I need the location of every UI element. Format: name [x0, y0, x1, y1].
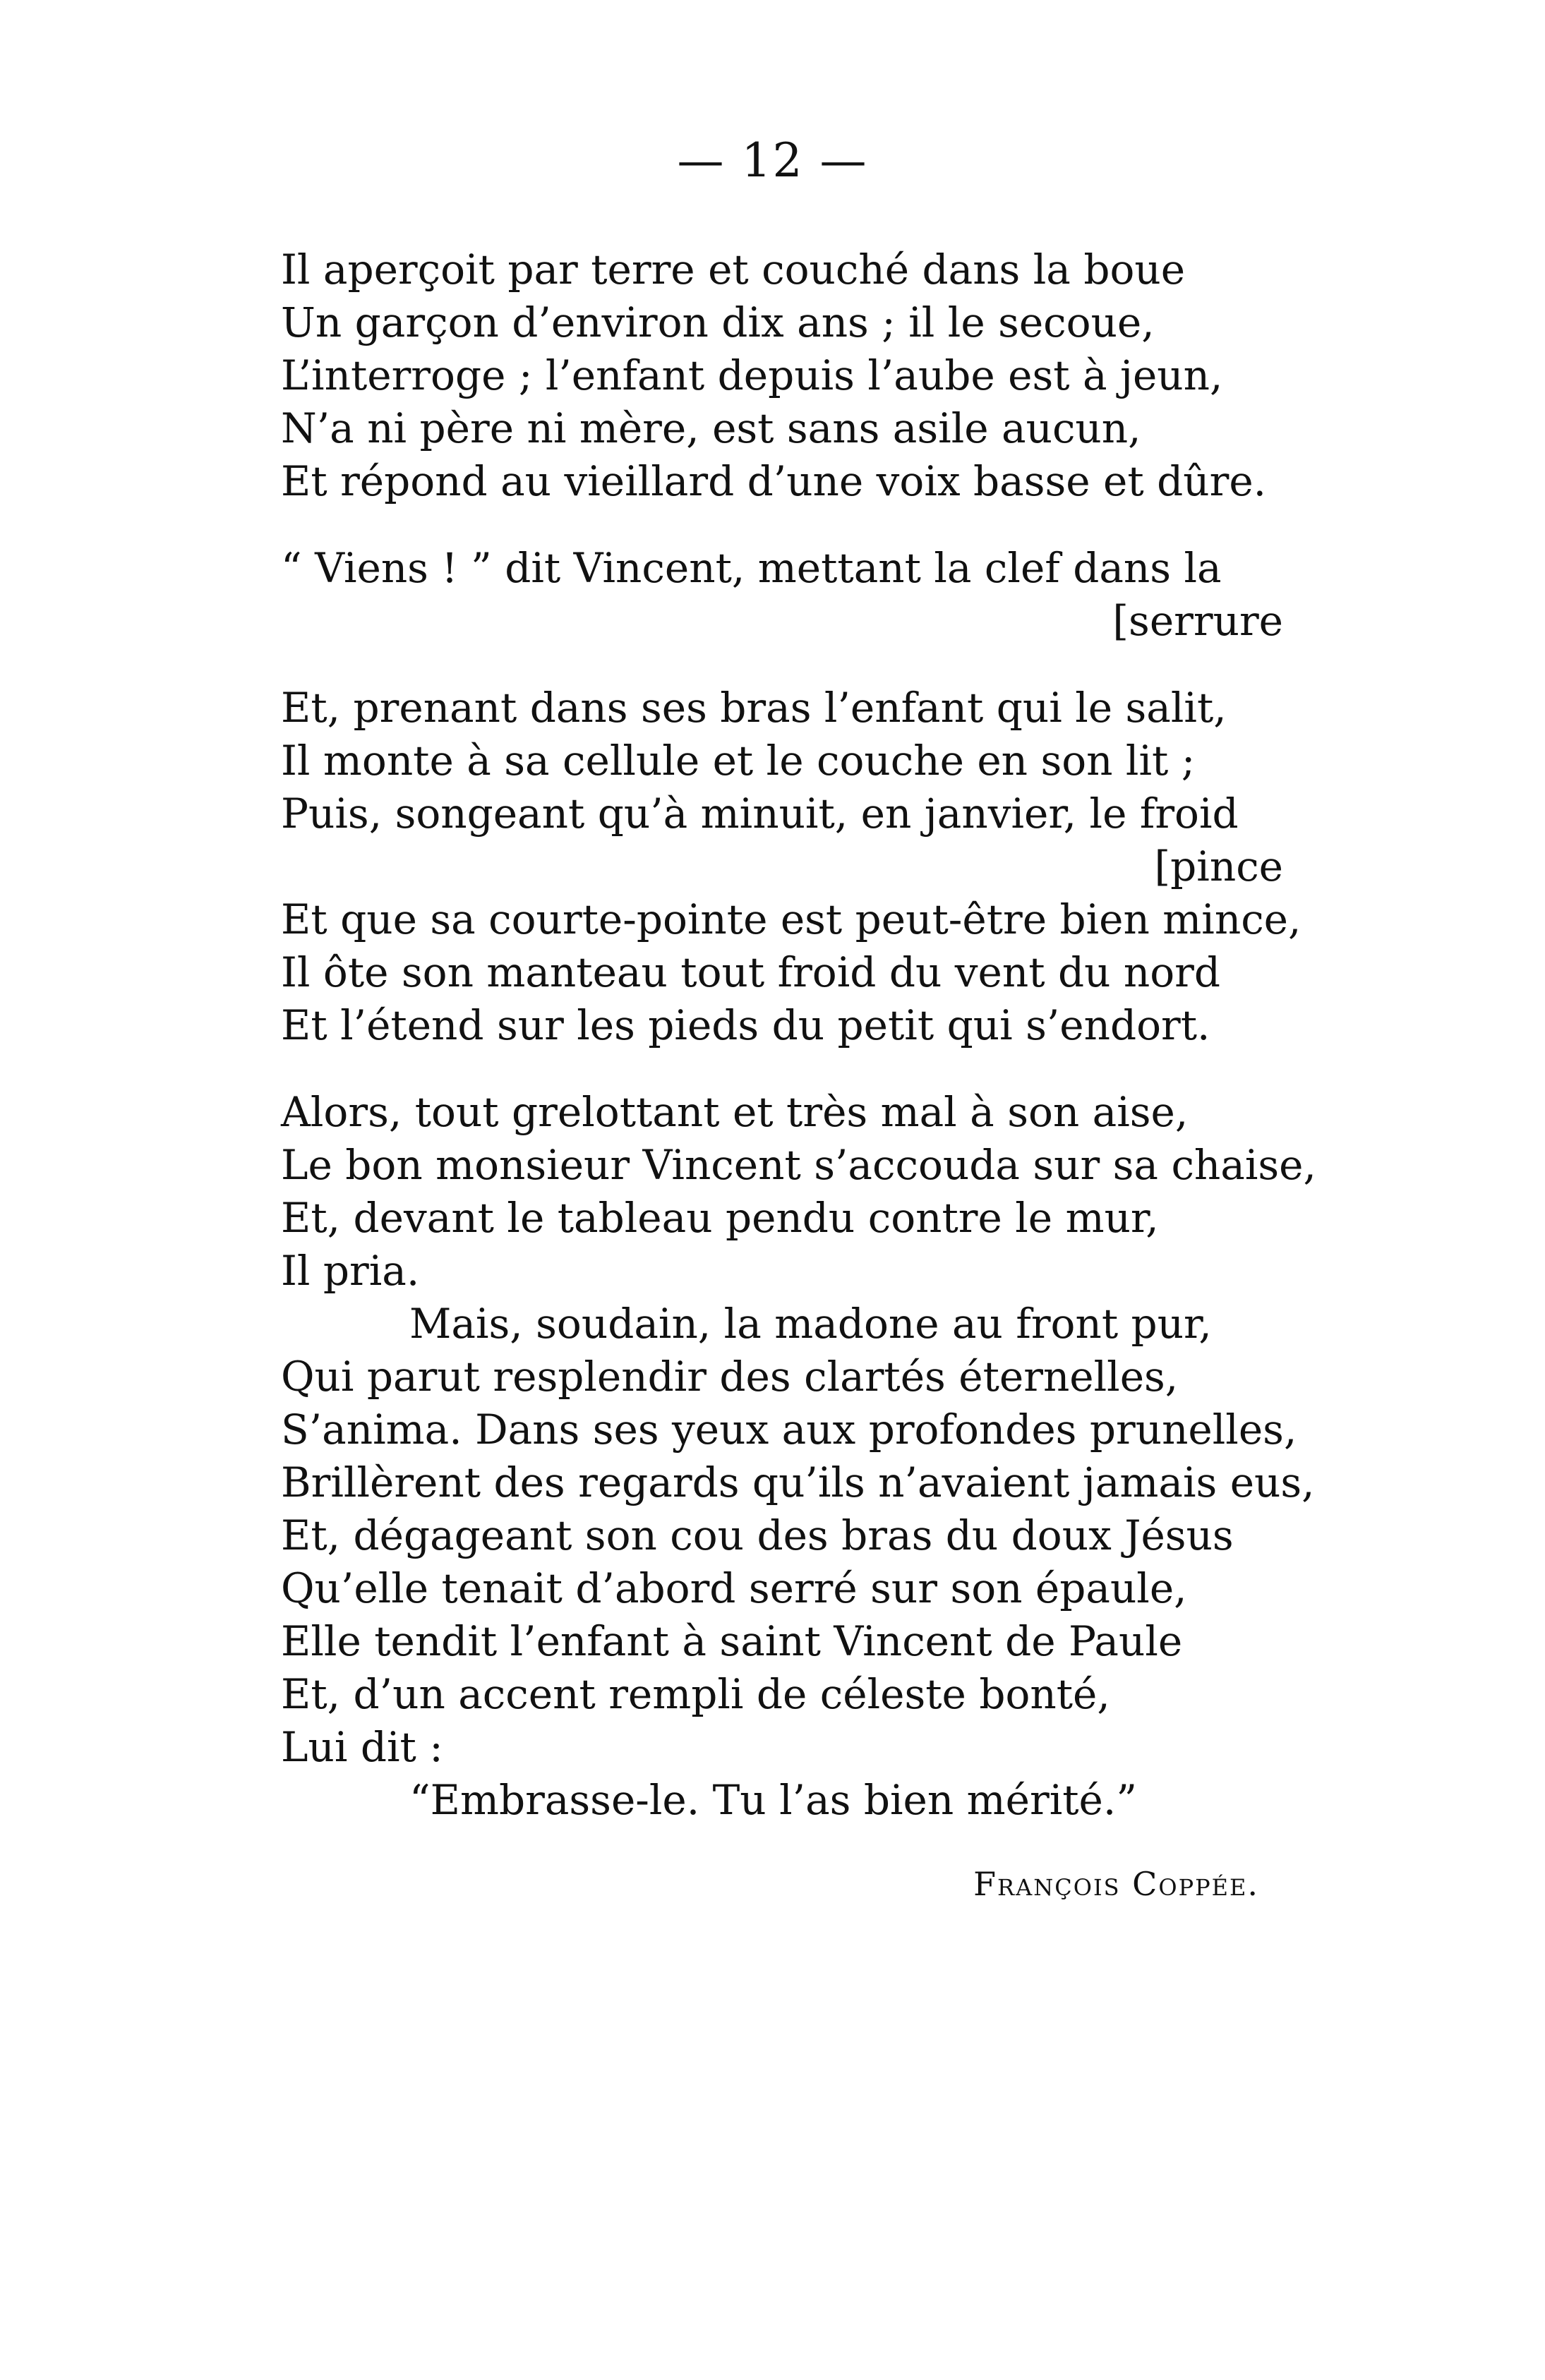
poem-line: Puis, songeant qu’à minuit, en janvier, le froid [281, 790, 1239, 838]
poem-line-continuation: [pince [1154, 842, 1283, 890]
poem-line-indented: Mais, soudain, la madone au front pur, [409, 1300, 1212, 1348]
poem-line: Et, devant le tableau pendu contre le mur, [281, 1194, 1159, 1242]
poem-line: Et l’étend sur les pieds du petit qui s’endort. [281, 1001, 1210, 1049]
poem-line: Il ôte son manteau tout froid du vent du nord [281, 948, 1220, 996]
author-signature: François Coppée. [973, 1865, 1259, 1903]
poem-line: S’anima. Dans ses yeux aux profondes prunelles, [281, 1406, 1297, 1454]
poem-line: Qui parut resplendir des clartés éternelles, [281, 1353, 1179, 1401]
poem-line: Il pria. [281, 1247, 420, 1295]
poem-line-continuation: [serrure [1112, 597, 1283, 645]
poem-line: N’a ni père ni mère, est sans asile aucun, [281, 404, 1141, 452]
poem-line: Lui dit : [281, 1723, 443, 1771]
poem-line: Et, d’un accent rempli de céleste bonté, [281, 1670, 1110, 1718]
poem-line: Alors, tout grelottant et très mal à son aise, [281, 1088, 1189, 1136]
poem-line: Et, dégageant son cou des bras du doux Jésus [281, 1511, 1234, 1559]
poem-line: Et que sa courte-pointe est peut-être bien mince, [281, 895, 1301, 943]
page-number: — 12 — [677, 133, 868, 188]
stanza-break [281, 508, 1283, 542]
poem-body [281, 243, 1316, 1827]
poem-line: Le bon monsieur Vincent s’accouda sur sa chaise, [281, 1141, 1316, 1189]
poem-line: Et, prenant dans ses bras l’enfant qui le salit, [281, 684, 1227, 732]
poem-line: “ Viens ! ” dit Vincent, mettant la clef dans la [281, 544, 1222, 592]
poem-line: Un garçon d’environ dix ans ; il le secoue, [281, 298, 1155, 346]
poem-line: Brillèrent des regards qu’ils n’avaient jamais eus, [281, 1458, 1315, 1506]
poem-line: Elle tendit l’enfant à saint Vincent de Paule [281, 1617, 1183, 1665]
poem-line: Il monte à sa cellule et le couche en son lit ; [281, 737, 1196, 785]
poem-line: Il aperçoit par terre et couché dans la boue [281, 246, 1186, 294]
poem-final-quote: “Embrasse-le. Tu l’as bien mérité.” [409, 1776, 1137, 1824]
stanza-break [281, 1052, 1283, 1086]
poem-line: Et répond au vieillard d’une voix basse et dûre. [281, 457, 1267, 505]
poem-line: L’interroge ; l’enfant depuis l’aube est à jeun, [281, 351, 1223, 399]
stanza-break [281, 648, 1283, 682]
poem-line: Qu’elle tenait d’abord serré sur son épaule, [281, 1564, 1187, 1612]
